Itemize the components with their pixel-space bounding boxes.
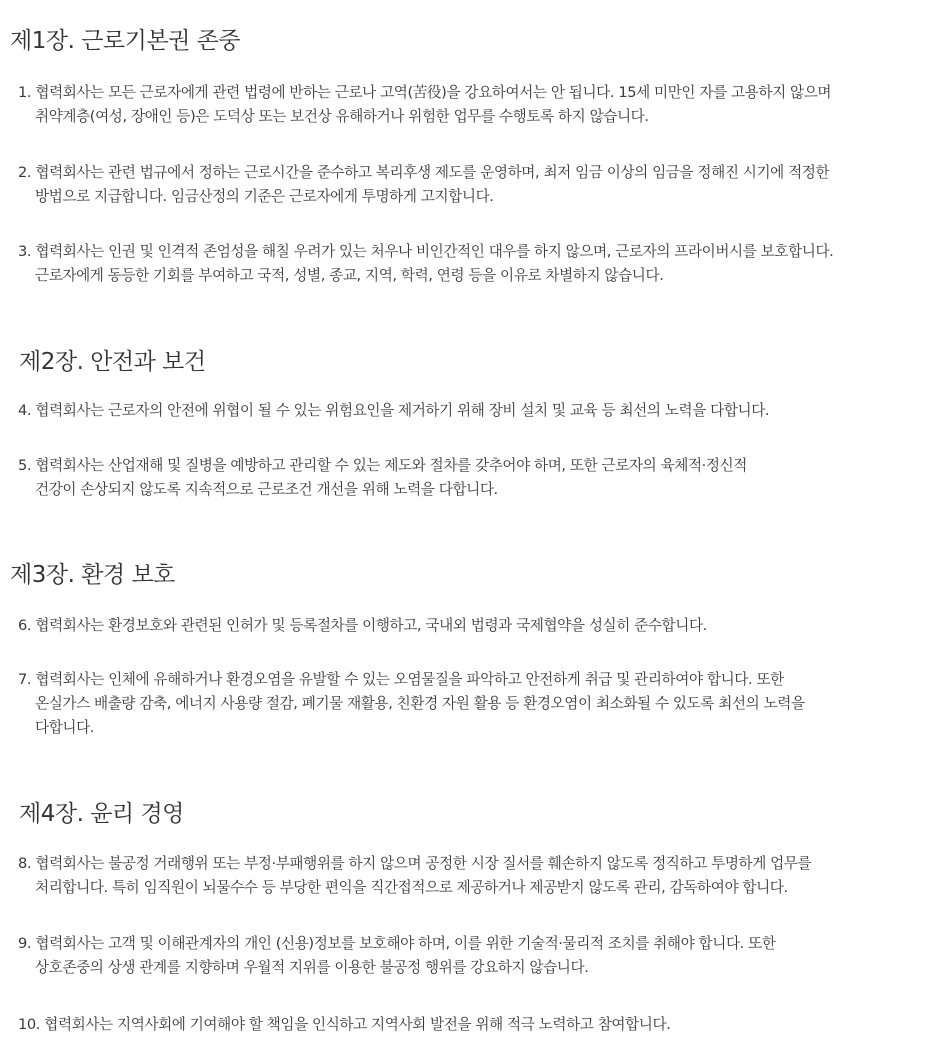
article-9-line-1 xyxy=(18,932,948,956)
article-1-line-2: 취약계층(여성, 장애인 등)은 도덕상 또는 보건상 유해하거나 위험한 업무를 수행토록 하지 않습니다. xyxy=(35,108,649,125)
chapter-1-title: 제1장. 근로기본권 존중 xyxy=(10,28,241,54)
article-number: 10. xyxy=(18,1016,41,1033)
article-number: 8. xyxy=(18,855,32,872)
article-4-line-1 xyxy=(18,399,948,423)
article-text: 협력회사는 산업재해 및 질병을 예방하고 관리할 수 있는 제도와 절차를 갖추어야 하며, 또한 근로자의 육체적·정신적 xyxy=(35,457,747,474)
article-text: 협력회사는 관련 법규에서 정하는 근로시간을 준수하고 복리후생 제도를 운영하며, 최저 임금 이상의 임금을 정해진 시기에 적정한 xyxy=(35,164,830,181)
article-8 xyxy=(18,852,948,900)
article-7-line-1 xyxy=(18,668,948,692)
article-number: 1. xyxy=(18,84,32,101)
article-7 xyxy=(18,668,948,740)
article-number: 4. xyxy=(18,402,32,419)
article-5 xyxy=(18,454,948,502)
article-2-line-1 xyxy=(18,161,948,185)
article-text: 협력회사는 모든 근로자에게 관련 법령에 반하는 근로나 고역(苦役)을 강요하여서는 안 됩니다. 15세 미만인 자를 고용하지 않으며 xyxy=(35,84,832,101)
article-text: 협력회사는 지역사회에 기여해야 할 책임을 인식하고 지역사회 발전을 위해 적극 노력하고 참여합니다. xyxy=(44,1016,671,1033)
article-9 xyxy=(18,932,948,980)
article-number: 6. xyxy=(18,617,32,634)
article-10 xyxy=(18,1013,948,1037)
article-8-line-2: 처리합니다. 특히 임직원이 뇌물수수 등 부당한 편익을 직간접적으로 제공하거나 제공받지 않도록 관리, 감독하여야 합니다. xyxy=(35,879,788,896)
article-number: 7. xyxy=(18,671,32,688)
article-text: 협력회사는 근로자의 안전에 위협이 될 수 있는 위험요인을 제거하기 위해 장비 설치 및 교육 등 최선의 노력을 다합니다. xyxy=(35,402,770,419)
article-7-line-2: 온실가스 배출량 감축, 에너지 사용량 절감, 폐기물 재활용, 친환경 자원 활용 등 환경오염이 최소화될 수 있도록 최선의 노력을 xyxy=(35,695,805,712)
article-number: 2. xyxy=(18,164,32,181)
article-6-line-1 xyxy=(18,614,948,638)
article-text: 협력회사는 인체에 유해하거나 환경오염을 유발할 수 있는 오염물질을 파악하고 안전하게 취급 및 관리하여야 합니다. 또한 xyxy=(35,671,784,688)
article-text: 협력회사는 고객 및 이해관계자의 개인 (신용)정보를 보호해야 하며, 이를 위한 기술적·물리적 조치를 취해야 합니다. 또한 xyxy=(35,935,776,952)
article-text: 협력회사는 환경보호와 관련된 인허가 및 등록절차를 이행하고, 국내외 법령과 국제협약을 성실히 준수합니다. xyxy=(35,617,707,634)
article-9-line-2: 상호존중의 상생 관계를 지향하며 우월적 지위를 이용한 불공정 행위를 강요하지 않습니다. xyxy=(35,959,589,976)
article-3 xyxy=(18,240,948,288)
article-number: 5. xyxy=(18,457,32,474)
article-8-line-1 xyxy=(18,852,948,876)
article-5-line-1 xyxy=(18,454,948,478)
article-text: 협력회사는 인권 및 인격적 존엄성을 해칠 우려가 있는 처우나 비인간적인 대우를 하지 않으며, 근로자의 프라이버시를 보호합니다. xyxy=(35,243,834,260)
article-2 xyxy=(18,161,948,209)
chapter-3-title: 제3장. 환경 보호 xyxy=(10,562,175,588)
article-4 xyxy=(18,399,948,423)
article-number: 3. xyxy=(18,243,32,260)
article-3-line-1 xyxy=(18,240,948,264)
article-5-line-2: 건강이 손상되지 않도록 지속적으로 근로조건 개선을 위해 노력을 다합니다. xyxy=(35,481,498,498)
article-6 xyxy=(18,614,948,638)
article-text: 협력회사는 불공정 거래행위 또는 부정·부패행위를 하지 않으며 공정한 시장 질서를 훼손하지 않도록 정직하고 투명하게 업무를 xyxy=(35,855,812,872)
article-10-line-1 xyxy=(18,1013,948,1037)
chapter-4-title: 제4장. 윤리 경영 xyxy=(19,801,184,827)
article-2-line-2: 방법으로 지급합니다. 임금산정의 기준은 근로자에게 투명하게 고지합니다. xyxy=(35,188,494,205)
article-number: 9. xyxy=(18,935,32,952)
article-1-line-1 xyxy=(18,81,948,105)
chapter-2-title: 제2장. 안전과 보건 xyxy=(19,349,206,375)
article-3-line-2: 근로자에게 동등한 기회를 부여하고 국적, 성별, 종교, 지역, 학력, 연령 등을 이유로 차별하지 않습니다. xyxy=(35,267,664,284)
article-7-line-3: 다합니다. xyxy=(35,719,95,736)
article-1 xyxy=(18,81,948,129)
